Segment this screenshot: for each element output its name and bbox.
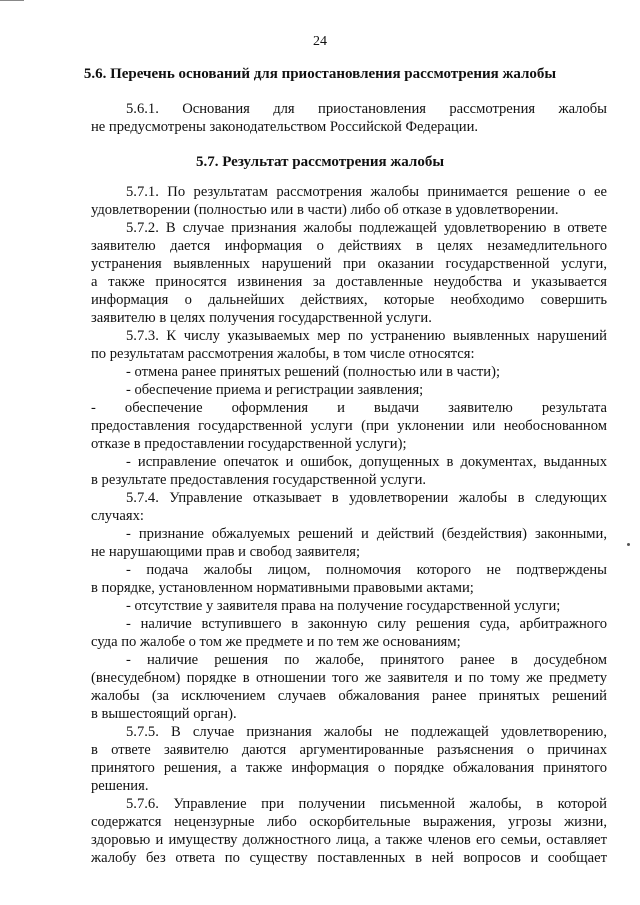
text-line: принятого решения, а также информация о порядке обжалования принятого <box>91 760 607 776</box>
text-line: суда по жалобе о том же предмете и по тем же основаниям; <box>91 634 461 650</box>
text-line: случаях: <box>91 508 144 524</box>
text-line: в вышестоящий орган). <box>91 706 237 722</box>
list-item: - признание обжалуемых решений и действий (бездействия) законными, <box>126 526 607 542</box>
section-heading-5-6: 5.6. Перечень оснований для приостановления рассмотрения жалобы <box>83 66 557 82</box>
text-line: не предусмотрены законодательством Российской Федерации. <box>91 119 479 135</box>
text-line: в ответе заявителю даются аргументированные разъяснения о причинах <box>91 742 607 758</box>
text-line: заявителю дается информация о действиях в целях незамедлительного <box>91 238 607 254</box>
list-item: - наличие решения по жалобе, принятого ранее в досудебном <box>126 652 607 668</box>
scan-corner-mark <box>0 0 24 4</box>
text-line: 5.7.1. По результатам рассмотрения жалобы принимается решение о ее <box>126 184 607 200</box>
text-line: в результате предоставления государственной услуги. <box>91 472 427 488</box>
text-line: 5.7.6. Управление при получении письменной жалобы, в которой <box>126 796 607 812</box>
text-line: (внесудебном) порядке в отношении того же заявителя и по тому же предмету <box>91 670 607 686</box>
list-item: - исправление опечаток и ошибок, допущенных в документах, выданных <box>126 454 607 470</box>
text-line: жалобу без ответа по существу поставленных в ней вопросов и сообщает <box>91 850 607 866</box>
text-line: предоставления государственной услуги (при уклонении или необоснованном <box>91 418 607 434</box>
list-item: - отсутствие у заявителя права на получение государственной услуги; <box>126 598 561 614</box>
text-line: не нарушающими прав и свобод заявителя; <box>91 544 361 560</box>
text-line: информация о дальнейших действиях, которые необходимо совершить <box>91 292 607 308</box>
list-item: - подача жалобы лицом, полномочия которого не подтверждены <box>126 562 607 578</box>
text-line: здоровью и имуществу должностного лица, а также членов его семьи, оставляет <box>91 832 607 848</box>
text-line: 5.7.3. К числу указываемых мер по устранению выявленных нарушений <box>126 328 607 344</box>
text-line: удовлетворении (полностью или в части) либо об отказе в удовлетворении. <box>91 202 559 218</box>
text-line: 5.7.5. В случае признания жалобы не подлежащей удовлетворению, <box>126 724 607 740</box>
text-line: 5.7.4. Управление отказывает в удовлетворении жалобы в следующих <box>126 490 607 506</box>
text-line: жалобы (за исключением случаев обжалования ранее принятых решений <box>91 688 607 704</box>
list-item: - обеспечение приема и регистрации заявления; <box>126 382 424 398</box>
page-number: 24 <box>313 34 327 49</box>
text-line: содержатся нецензурные либо оскорбительные выражения, угрозы жизни, <box>91 814 607 830</box>
text-line: устранения выявленных нарушений при оказании государственной услуги, <box>91 256 607 272</box>
text-line: решения. <box>91 778 149 794</box>
text-line: отказе в предоставлении государственной услуги); <box>91 436 407 452</box>
scan-edge-mark <box>627 543 630 546</box>
list-item: - обеспечение оформления и выдачи заявителю результата <box>91 400 607 416</box>
text-line: в порядке, установленном нормативными правовыми актами; <box>91 580 474 596</box>
text-line: 5.6.1. Основания для приостановления рассмотрения жалобы <box>126 101 607 117</box>
list-item: - наличие вступившего в законную силу решения суда, арбитражного <box>126 616 607 632</box>
list-item: - отмена ранее принятых решений (полностью или в части); <box>126 364 501 380</box>
text-line: заявителю в целях получения государственной услуги. <box>91 310 432 326</box>
section-heading-5-7: 5.7. Результат рассмотрения жалобы <box>195 154 445 170</box>
text-line: а также приносятся извинения за доставленные неудобства и указывается <box>91 274 607 290</box>
text-line: по результатам рассмотрения жалобы, в том числе относятся: <box>91 346 475 362</box>
text-line: 5.7.2. В случае признания жалобы подлежащей удовлетворению в ответе <box>126 220 607 236</box>
